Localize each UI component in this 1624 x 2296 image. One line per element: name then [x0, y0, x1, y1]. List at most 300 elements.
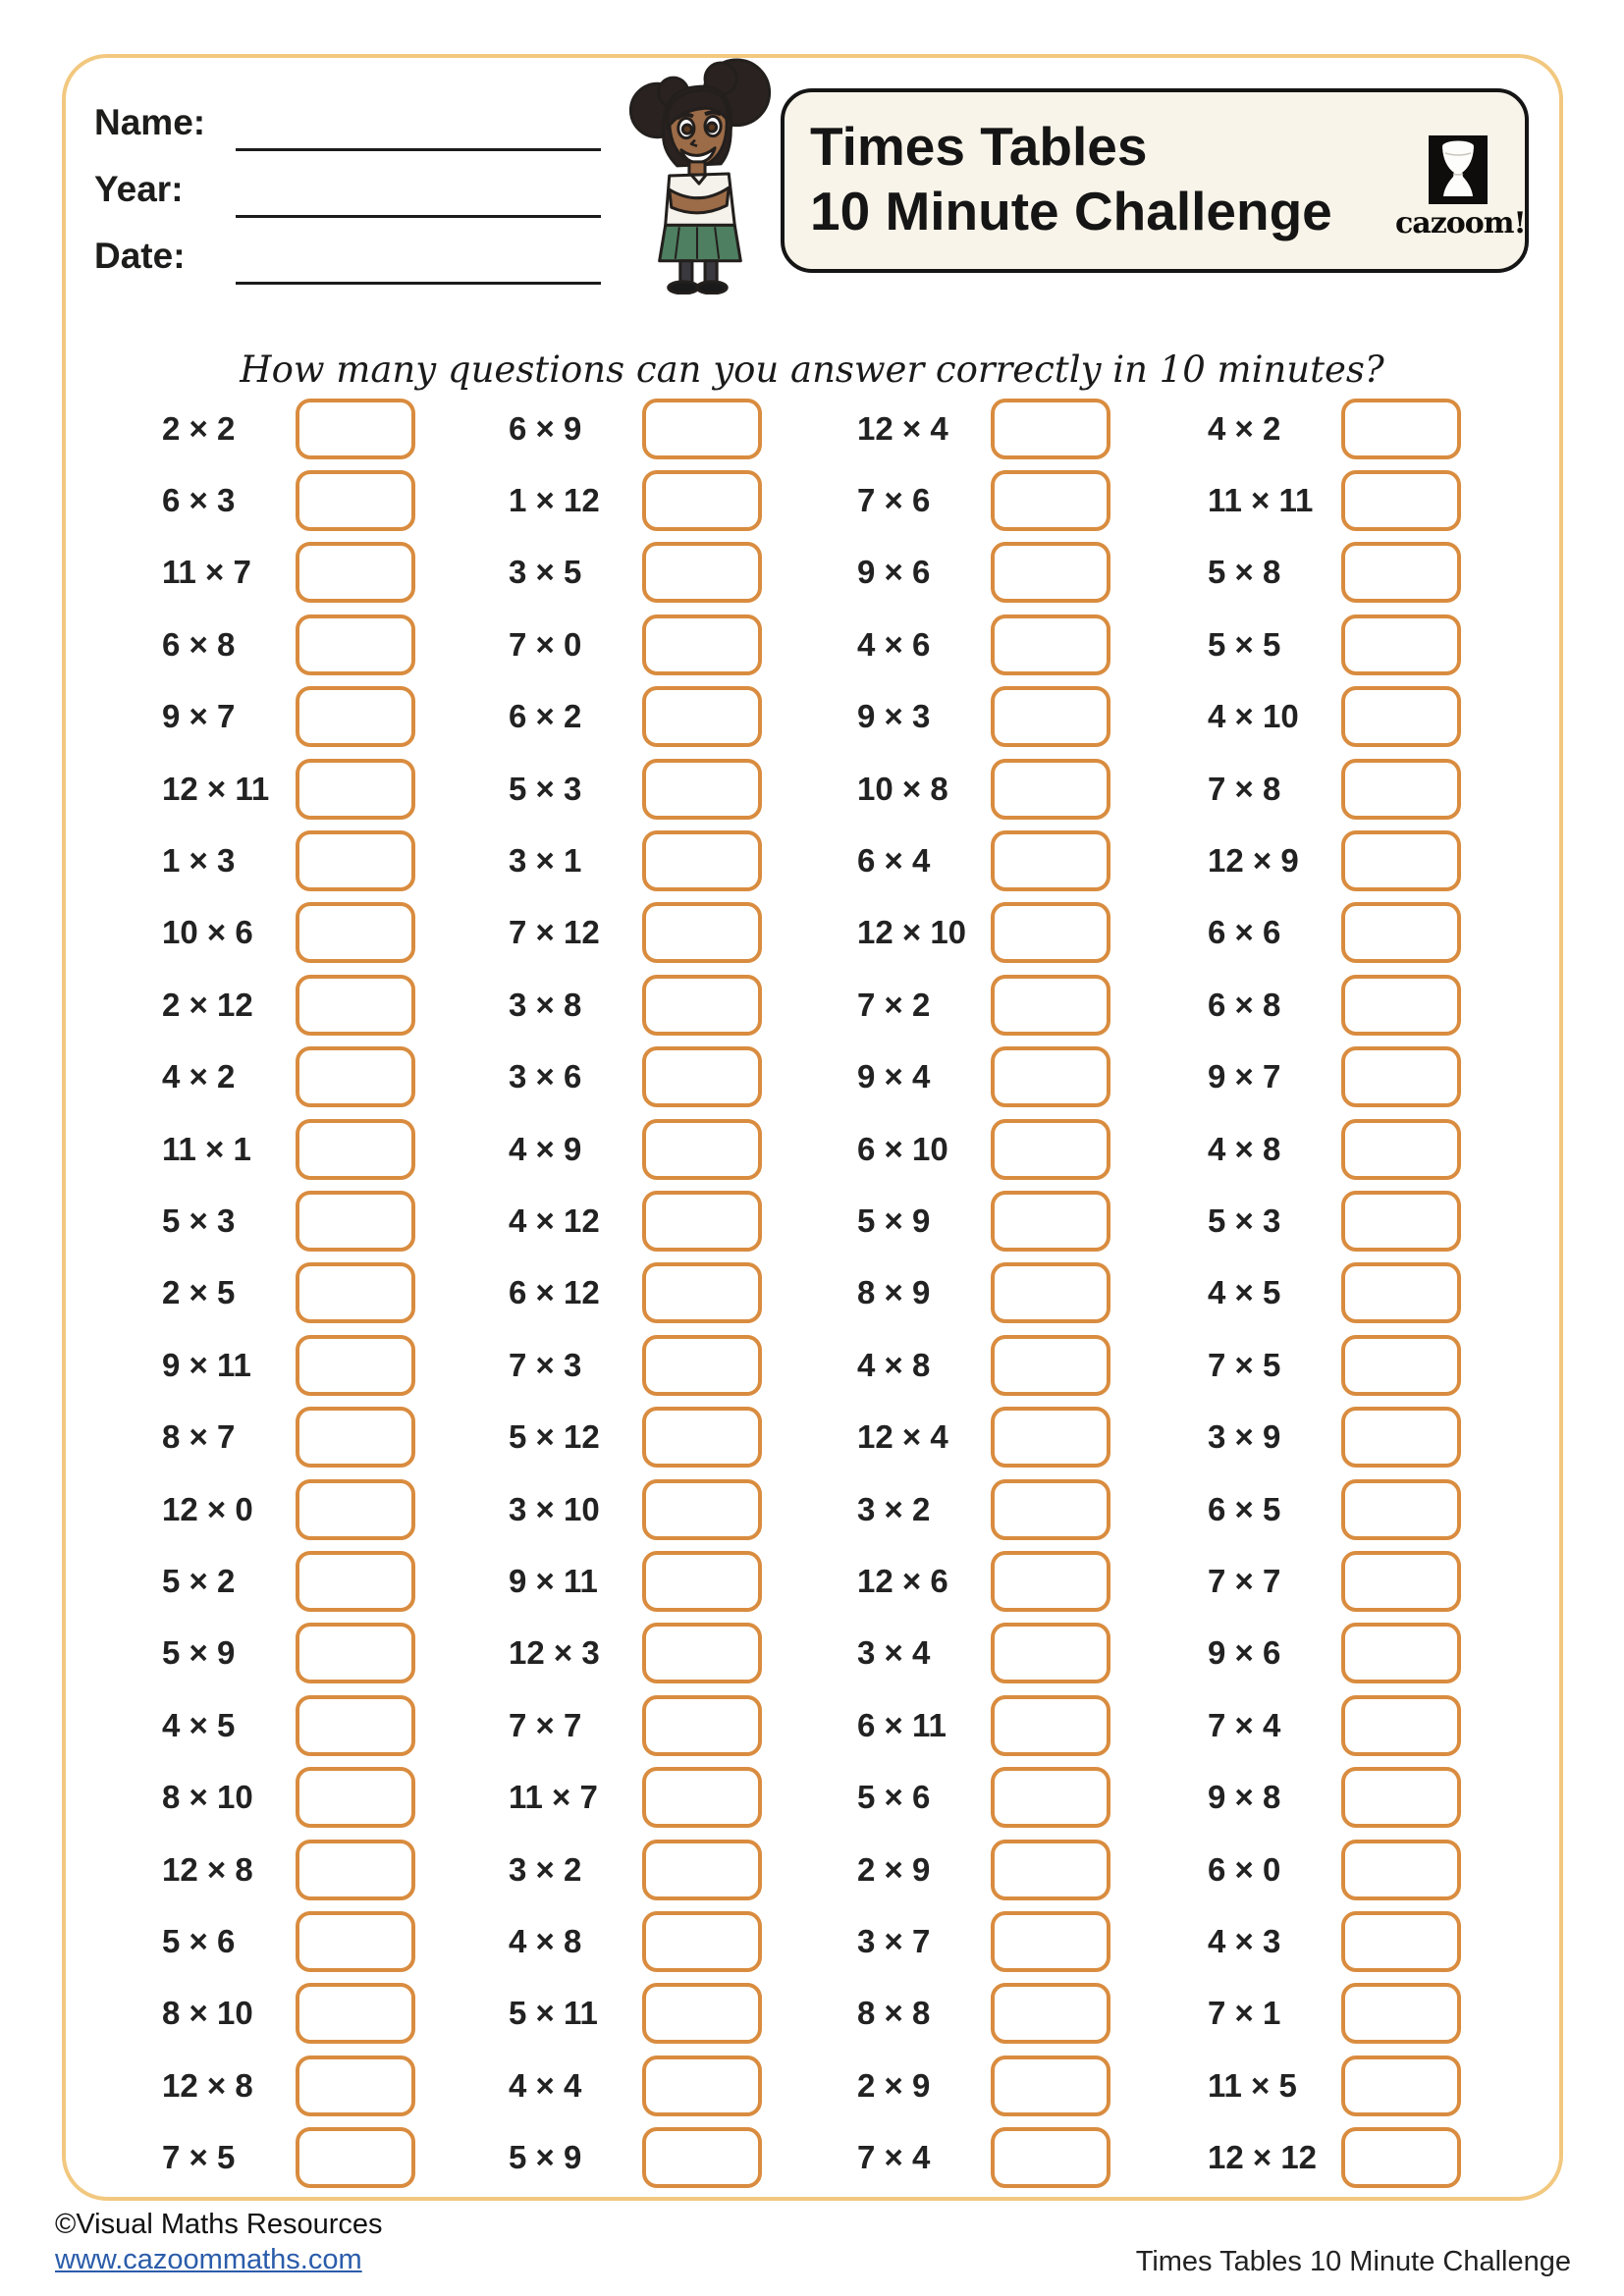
answer-box[interactable] — [296, 1911, 415, 1972]
name-label: Name: — [94, 102, 206, 142]
answer-box[interactable] — [642, 399, 762, 459]
question-label: 5 × 9 — [509, 2139, 582, 2176]
question-label: 6 × 9 — [509, 409, 582, 447]
question-label: 4 × 5 — [1208, 1274, 1281, 1311]
answer-box[interactable] — [642, 1840, 762, 1900]
answer-box[interactable] — [1341, 1911, 1461, 1972]
question-row — [857, 1041, 1152, 1113]
answer-box[interactable] — [642, 830, 762, 891]
question-row — [1208, 1545, 1502, 1617]
question-row — [509, 681, 803, 753]
question-row — [1208, 464, 1502, 536]
worksheet-prompt: How many questions can you answer correctly in 10 minutes? — [240, 348, 1384, 391]
question-row — [1208, 969, 1502, 1041]
answer-box[interactable] — [642, 1407, 762, 1468]
question-label: 9 × 3 — [857, 698, 931, 735]
answer-box[interactable] — [991, 542, 1110, 603]
question-row — [509, 1545, 803, 1617]
answer-box[interactable] — [1341, 1046, 1461, 1107]
answer-box[interactable] — [296, 1262, 415, 1323]
question-column-4 — [1208, 393, 1502, 2194]
question-label: 5 × 6 — [162, 1922, 236, 1959]
question-row — [1208, 1689, 1502, 1761]
question-label: 4 × 9 — [509, 1130, 582, 1167]
answer-box[interactable] — [1341, 1551, 1461, 1612]
question-label: 7 × 4 — [857, 2139, 931, 2176]
answer-box[interactable] — [1341, 1407, 1461, 1468]
question-label: 4 × 3 — [1208, 1922, 1281, 1959]
question-row — [509, 753, 803, 825]
question-label: 7 × 12 — [509, 914, 600, 951]
question-label: 4 × 2 — [162, 1058, 236, 1095]
question-label: 4 × 5 — [162, 1706, 236, 1743]
question-row — [509, 1185, 803, 1256]
question-row — [1208, 1905, 1502, 1977]
question-label: 3 × 1 — [509, 842, 582, 880]
question-label: 8 × 8 — [857, 1995, 931, 2032]
question-row — [1208, 1113, 1502, 1185]
question-row — [162, 2050, 457, 2121]
answer-box[interactable] — [991, 1191, 1110, 1252]
question-row — [162, 1329, 457, 1401]
question-row — [1208, 753, 1502, 825]
question-row — [509, 393, 803, 464]
answer-box[interactable] — [296, 1119, 415, 1180]
question-label: 3 × 4 — [857, 1634, 931, 1672]
question-label: 4 × 4 — [509, 2066, 582, 2104]
question-label: 4 × 8 — [857, 1346, 931, 1383]
question-label: 3 × 6 — [509, 1058, 582, 1095]
question-label: 12 × 8 — [162, 1850, 253, 1888]
answer-box[interactable] — [991, 1551, 1110, 1612]
question-row — [857, 1113, 1152, 1185]
question-row — [162, 1834, 457, 1905]
question-label: 6 × 3 — [162, 482, 236, 519]
answer-box[interactable] — [991, 975, 1110, 1036]
question-label: 4 × 2 — [1208, 409, 1281, 447]
question-column-2 — [509, 393, 803, 2194]
question-row — [1208, 897, 1502, 969]
answer-box[interactable] — [1341, 614, 1461, 675]
answer-box[interactable] — [296, 2056, 415, 2116]
question-row — [857, 1834, 1152, 1905]
question-label: 7 × 6 — [857, 482, 931, 519]
question-label: 10 × 8 — [857, 770, 948, 807]
question-row — [1208, 825, 1502, 896]
answer-box[interactable] — [296, 759, 415, 820]
question-row — [162, 897, 457, 969]
question-row — [509, 1905, 803, 1977]
question-label: 5 × 3 — [162, 1201, 236, 1239]
answer-box[interactable] — [642, 902, 762, 963]
question-row — [162, 1401, 457, 1472]
question-label: 5 × 2 — [162, 1562, 236, 1599]
answer-box[interactable] — [642, 1479, 762, 1540]
answer-box[interactable] — [991, 1119, 1110, 1180]
year-input-line[interactable] — [236, 215, 601, 218]
question-label: 7 × 2 — [857, 986, 931, 1023]
answer-box[interactable] — [296, 1623, 415, 1683]
question-label: 6 × 12 — [509, 1274, 600, 1311]
question-label: 2 × 5 — [162, 1274, 236, 1311]
question-row — [509, 537, 803, 609]
answer-box[interactable] — [642, 975, 762, 1036]
answer-box[interactable] — [991, 1695, 1110, 1756]
question-row — [509, 609, 803, 680]
question-row — [1208, 1618, 1502, 1689]
question-label: 9 × 11 — [162, 1346, 251, 1383]
question-label: 4 × 10 — [1208, 698, 1299, 735]
question-row — [162, 1978, 457, 2050]
question-row — [857, 825, 1152, 896]
question-row — [1208, 1473, 1502, 1545]
question-label: 5 × 11 — [509, 1995, 598, 2032]
answer-box[interactable] — [642, 1695, 762, 1756]
question-row — [162, 1113, 457, 1185]
question-row — [509, 1257, 803, 1329]
question-label: 12 × 8 — [162, 2066, 253, 2104]
question-label: 9 × 8 — [1208, 1779, 1281, 1816]
answer-box[interactable] — [1341, 1191, 1461, 1252]
question-label: 12 × 12 — [1208, 2139, 1318, 2176]
answer-box[interactable] — [296, 1335, 415, 1396]
question-row — [1208, 1041, 1502, 1113]
worksheet-title-line1: Times Tables — [810, 116, 1148, 177]
question-row — [162, 1689, 457, 1761]
name-input-line[interactable] — [236, 148, 601, 151]
question-row — [857, 897, 1152, 969]
question-row — [162, 2121, 457, 2193]
question-row — [162, 1185, 457, 1256]
question-label: 1 × 3 — [162, 842, 236, 880]
answer-box[interactable] — [296, 1840, 415, 1900]
answer-box[interactable] — [991, 686, 1110, 747]
question-row — [509, 825, 803, 896]
question-label: 7 × 4 — [1208, 1706, 1281, 1743]
question-row — [1208, 609, 1502, 680]
question-label: 5 × 12 — [509, 1418, 600, 1456]
question-label: 5 × 3 — [1208, 1201, 1281, 1239]
answer-box[interactable] — [991, 1623, 1110, 1683]
question-label: 4 × 8 — [1208, 1130, 1281, 1167]
djembe-drum-icon — [1428, 135, 1489, 204]
question-label: 6 × 6 — [1208, 914, 1281, 951]
question-label: 7 × 1 — [1208, 1995, 1281, 2032]
title-box — [781, 88, 1529, 273]
question-row — [857, 753, 1152, 825]
student-girl-illustration — [617, 57, 785, 294]
answer-box[interactable] — [296, 1983, 415, 2044]
question-label: 2 × 9 — [857, 1850, 931, 1888]
question-row — [857, 2121, 1152, 2193]
answer-box[interactable] — [296, 399, 415, 459]
question-row — [1208, 1185, 1502, 1256]
answer-box[interactable] — [991, 759, 1110, 820]
question-row — [857, 2050, 1152, 2121]
answer-box[interactable] — [642, 1046, 762, 1107]
question-row — [1208, 1401, 1502, 1472]
question-label: 5 × 3 — [509, 770, 582, 807]
question-row — [509, 1473, 803, 1545]
answer-box[interactable] — [296, 2127, 415, 2188]
answer-box[interactable] — [296, 542, 415, 603]
answer-box[interactable] — [642, 1191, 762, 1252]
answer-box[interactable] — [1341, 1623, 1461, 1683]
answer-box[interactable] — [1341, 1335, 1461, 1396]
question-label: 6 × 5 — [1208, 1490, 1281, 1527]
question-row — [509, 2121, 803, 2193]
answer-box[interactable] — [296, 686, 415, 747]
question-row — [509, 1618, 803, 1689]
question-row — [509, 1834, 803, 1905]
answer-box[interactable] — [642, 1623, 762, 1683]
question-label: 7 × 8 — [1208, 770, 1281, 807]
question-label: 12 × 11 — [162, 770, 270, 807]
answer-box[interactable] — [1341, 542, 1461, 603]
question-row — [857, 464, 1152, 536]
answer-box[interactable] — [1341, 1479, 1461, 1540]
answer-box[interactable] — [642, 1262, 762, 1323]
question-label: 3 × 10 — [509, 1490, 600, 1527]
question-label: 5 × 6 — [857, 1779, 931, 1816]
answer-box[interactable] — [642, 1767, 762, 1828]
question-label: 9 × 6 — [857, 554, 931, 591]
question-row — [857, 1545, 1152, 1617]
answer-box[interactable] — [991, 1983, 1110, 2044]
answer-box[interactable] — [1341, 1767, 1461, 1828]
answer-box[interactable] — [991, 1479, 1110, 1540]
cazoom-logo — [1395, 135, 1526, 240]
answer-box[interactable] — [642, 2127, 762, 2188]
answer-box[interactable] — [642, 1119, 762, 1180]
answer-box[interactable] — [1341, 1695, 1461, 1756]
question-row — [1208, 681, 1502, 753]
question-column-3 — [857, 393, 1152, 2194]
question-label: 6 × 10 — [857, 1130, 948, 1167]
question-row — [509, 1978, 803, 2050]
answer-box[interactable] — [296, 975, 415, 1036]
answer-box[interactable] — [296, 614, 415, 675]
question-label: 3 × 2 — [509, 1850, 582, 1888]
question-label: 2 × 9 — [857, 2066, 931, 2104]
question-label: 9 × 11 — [509, 1562, 598, 1599]
question-row — [857, 1401, 1152, 1472]
question-row — [509, 1113, 803, 1185]
question-label: 7 × 5 — [162, 2139, 236, 2176]
question-row — [1208, 1329, 1502, 1401]
question-row — [857, 1257, 1152, 1329]
answer-box[interactable] — [296, 470, 415, 531]
question-row — [162, 1041, 457, 1113]
question-row — [509, 897, 803, 969]
question-row — [857, 1978, 1152, 2050]
answer-box[interactable] — [296, 1767, 415, 1828]
answer-box[interactable] — [1341, 2056, 1461, 2116]
answer-box[interactable] — [642, 542, 762, 603]
question-row — [857, 1761, 1152, 1833]
answer-box[interactable] — [991, 2056, 1110, 2116]
question-label: 11 × 7 — [509, 1779, 598, 1816]
question-row — [162, 753, 457, 825]
question-label: 5 × 8 — [1208, 554, 1281, 591]
question-label: 8 × 9 — [857, 1274, 931, 1311]
question-row — [509, 1689, 803, 1761]
question-label: 9 × 4 — [857, 1058, 931, 1095]
answer-box[interactable] — [642, 1911, 762, 1972]
answer-box[interactable] — [1341, 759, 1461, 820]
answer-box[interactable] — [1341, 975, 1461, 1036]
question-row — [162, 1545, 457, 1617]
question-label: 3 × 7 — [857, 1922, 931, 1959]
answer-box[interactable] — [1341, 1983, 1461, 2044]
answer-box[interactable] — [991, 830, 1110, 891]
answer-box[interactable] — [991, 470, 1110, 531]
answer-box[interactable] — [642, 1983, 762, 2044]
date-label: Date: — [94, 236, 186, 276]
question-label: 1 × 12 — [509, 482, 600, 519]
answer-box[interactable] — [991, 1840, 1110, 1900]
answer-box[interactable] — [296, 1479, 415, 1540]
question-row — [1208, 2050, 1502, 2121]
date-input-line[interactable] — [236, 282, 601, 285]
question-label: 5 × 9 — [857, 1201, 931, 1239]
year-label: Year: — [94, 169, 184, 209]
question-row — [162, 537, 457, 609]
answer-box[interactable] — [1341, 902, 1461, 963]
answer-box[interactable] — [642, 1335, 762, 1396]
answer-box[interactable] — [1341, 399, 1461, 459]
question-row — [857, 969, 1152, 1041]
answer-box[interactable] — [1341, 686, 1461, 747]
question-label: 3 × 5 — [509, 554, 582, 591]
question-label: 4 × 12 — [509, 1201, 600, 1239]
answer-box[interactable] — [991, 1046, 1110, 1107]
question-label: 4 × 6 — [857, 625, 931, 663]
answer-box[interactable] — [991, 399, 1110, 459]
question-row — [162, 464, 457, 536]
answer-box[interactable] — [642, 614, 762, 675]
question-row — [1208, 393, 1502, 464]
answer-box[interactable] — [991, 902, 1110, 963]
question-row — [509, 1761, 803, 1833]
answer-box[interactable] — [296, 1695, 415, 1756]
answer-box[interactable] — [1341, 830, 1461, 891]
question-row — [857, 681, 1152, 753]
question-label: 9 × 7 — [1208, 1058, 1281, 1095]
question-label: 6 × 11 — [857, 1706, 947, 1743]
answer-box[interactable] — [991, 2127, 1110, 2188]
answer-box[interactable] — [296, 1191, 415, 1252]
answer-box[interactable] — [991, 1407, 1110, 1468]
answer-box[interactable] — [991, 1911, 1110, 1972]
question-row — [509, 1401, 803, 1472]
answer-box[interactable] — [296, 1046, 415, 1107]
answer-box[interactable] — [296, 1407, 415, 1468]
footer-document-title: Times Tables 10 Minute Challenge — [1135, 2246, 1571, 2277]
answer-box[interactable] — [1341, 1119, 1461, 1180]
question-row — [162, 1761, 457, 1833]
question-label: 12 × 9 — [1208, 842, 1299, 880]
answer-box[interactable] — [1341, 1262, 1461, 1323]
question-row — [162, 825, 457, 896]
answer-box[interactable] — [991, 1767, 1110, 1828]
answer-box[interactable] — [642, 686, 762, 747]
answer-box[interactable] — [642, 759, 762, 820]
answer-box[interactable] — [642, 470, 762, 531]
question-label: 8 × 10 — [162, 1779, 253, 1816]
worksheet-title-line2: 10 Minute Challenge — [810, 181, 1332, 241]
question-label: 7 × 5 — [1208, 1346, 1281, 1383]
question-row — [509, 969, 803, 1041]
question-label: 2 × 12 — [162, 986, 253, 1023]
question-row — [857, 609, 1152, 680]
question-row — [162, 1473, 457, 1545]
answer-box[interactable] — [642, 1551, 762, 1612]
question-label: 7 × 3 — [509, 1346, 582, 1383]
question-row — [162, 1257, 457, 1329]
question-row — [509, 2050, 803, 2121]
copyright-text: ©Visual Maths Resources — [55, 2209, 383, 2240]
question-row — [857, 393, 1152, 464]
answer-box[interactable] — [991, 614, 1110, 675]
answer-box[interactable] — [1341, 470, 1461, 531]
question-row — [162, 969, 457, 1041]
answer-box[interactable] — [1341, 2127, 1461, 2188]
question-label: 6 × 8 — [1208, 986, 1281, 1023]
question-row — [857, 1689, 1152, 1761]
question-row — [857, 1185, 1152, 1256]
question-label: 3 × 2 — [857, 1490, 931, 1527]
question-row — [1208, 2121, 1502, 2193]
question-row — [857, 1905, 1152, 1977]
cazoom-logo-text: cazoom! — [1395, 206, 1526, 240]
question-label: 6 × 0 — [1208, 1850, 1281, 1888]
question-label: 11 × 5 — [1208, 2066, 1297, 2104]
answer-box[interactable] — [991, 1335, 1110, 1396]
question-row — [1208, 1761, 1502, 1833]
question-label: 5 × 5 — [1208, 625, 1281, 663]
question-label: 6 × 8 — [162, 625, 236, 663]
question-row — [509, 464, 803, 536]
question-label: 6 × 4 — [857, 842, 931, 880]
question-label: 3 × 9 — [1208, 1418, 1281, 1456]
question-row — [509, 1329, 803, 1401]
question-label: 11 × 1 — [162, 1130, 251, 1167]
question-label: 7 × 7 — [509, 1706, 582, 1743]
answer-box[interactable] — [296, 830, 415, 891]
answer-box[interactable] — [296, 902, 415, 963]
answer-box[interactable] — [642, 2056, 762, 2116]
answer-box[interactable] — [296, 1551, 415, 1612]
question-label: 10 × 6 — [162, 914, 253, 951]
answer-box[interactable] — [991, 1262, 1110, 1323]
question-label: 7 × 0 — [509, 625, 582, 663]
question-label: 11 × 11 — [1208, 482, 1314, 519]
question-row — [1208, 537, 1502, 609]
question-row — [162, 393, 457, 464]
question-label: 4 × 8 — [509, 1922, 582, 1959]
question-label: 9 × 6 — [1208, 1634, 1281, 1672]
question-row — [162, 1905, 457, 1977]
website-link[interactable]: www.cazoommaths.com — [55, 2244, 362, 2275]
question-label: 9 × 7 — [162, 698, 236, 735]
question-row — [857, 537, 1152, 609]
question-row — [857, 1473, 1152, 1545]
answer-box[interactable] — [1341, 1840, 1461, 1900]
worksheet-title — [810, 114, 1332, 243]
question-label: 5 × 9 — [162, 1634, 236, 1672]
question-label: 8 × 10 — [162, 1995, 253, 2032]
